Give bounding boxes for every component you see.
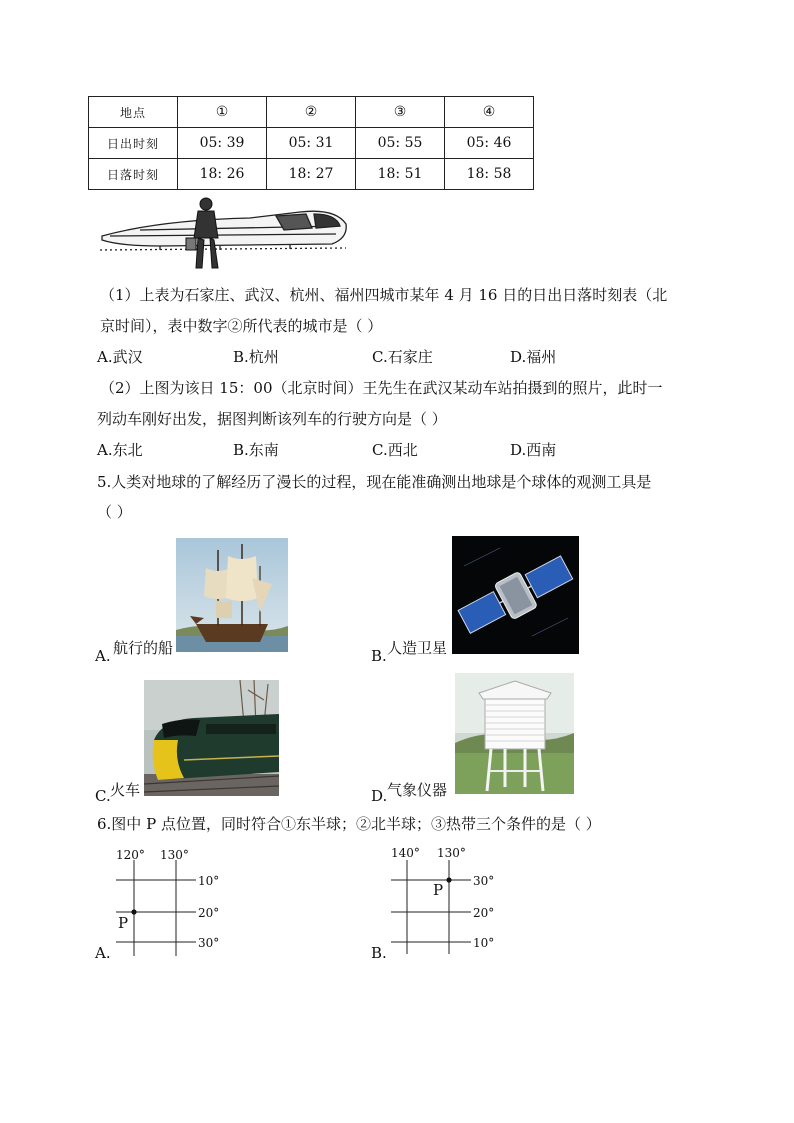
train-station-sketch xyxy=(100,194,350,272)
q1-line1: （1）上表为石家庄、武汉、杭州、福州四城市某年 4 月 16 日的日出日落时刻表（北 xyxy=(100,286,668,304)
q5-option-b-caption[interactable]: 人造卫星 xyxy=(387,639,448,657)
table-cell: 18: 27 xyxy=(267,159,356,190)
q6-option-b-letter[interactable]: B. xyxy=(371,944,387,962)
q2-option-d[interactable]: D.西南 xyxy=(510,441,557,459)
q1-option-b[interactable]: B.杭州 xyxy=(233,348,279,366)
q5-line1: 5.人类对地球的了解经历了漫长的过程，现在能准确测出地球是个球体的观测工具是 xyxy=(97,473,652,491)
q5-option-b-letter[interactable]: B. xyxy=(371,647,387,665)
q5-option-c-letter[interactable]: C. xyxy=(95,787,111,805)
lat-label-mid: 20° xyxy=(198,906,220,920)
q6-option-a-letter[interactable]: A. xyxy=(95,944,111,962)
q2-option-c[interactable]: C.西北 xyxy=(372,441,418,459)
table-cell: 18: 51 xyxy=(356,159,445,190)
table-header-cell: ① xyxy=(178,97,267,128)
table-cell: 18: 58 xyxy=(445,159,534,190)
lat-label-top: 10° xyxy=(198,874,220,888)
table-header-cell: ② xyxy=(267,97,356,128)
q2-line2: 列动车刚好出发，据图判断该列车的行驶方向是（ ） xyxy=(97,410,447,428)
table-row xyxy=(89,159,534,190)
table-cell: 05: 31 xyxy=(267,128,356,159)
point-p-label: P xyxy=(433,881,444,899)
point-p-label: P xyxy=(118,914,129,932)
table-header-cell: ④ xyxy=(445,97,534,128)
lon-label-right: 130° xyxy=(437,846,466,860)
lon-label-left: 120° xyxy=(116,848,145,862)
lon-label-left: 140° xyxy=(391,846,420,860)
q2-option-b[interactable]: B.东南 xyxy=(233,441,279,459)
table-cell: 05: 46 xyxy=(445,128,534,159)
point-p-marker xyxy=(131,909,136,914)
table-cell: 05: 55 xyxy=(356,128,445,159)
lat-lon-grid-a[interactable] xyxy=(110,846,240,962)
weather-shelter-image[interactable] xyxy=(455,673,574,794)
sailing-ship-image[interactable] xyxy=(176,538,288,652)
table-header-cell: ③ xyxy=(356,97,445,128)
q5-option-d-letter[interactable]: D. xyxy=(371,787,388,805)
lat-label-top: 30° xyxy=(473,874,495,888)
train-image[interactable] xyxy=(144,680,279,796)
q1-option-d[interactable]: D.福州 xyxy=(510,348,557,366)
q5-option-a-caption[interactable]: 航行的船 xyxy=(113,639,174,657)
q5-line2: （ ） xyxy=(97,503,132,521)
q2-line1: （2）上图为该日 15：00（北京时间）王先生在武汉某动车站拍摄到的照片，此时一 xyxy=(100,379,663,397)
row-label: 日落时刻 xyxy=(89,159,178,190)
table-cell: 18: 26 xyxy=(178,159,267,190)
table-header-row xyxy=(89,97,534,128)
q1-line2: 京时间），表中数字②所代表的城市是（ ） xyxy=(100,317,383,335)
row-label: 日出时刻 xyxy=(89,128,178,159)
satellite-image[interactable] xyxy=(452,536,579,654)
table-row xyxy=(89,128,534,159)
lat-label-bottom: 30° xyxy=(198,936,220,950)
q5-option-d-caption[interactable]: 气象仪器 xyxy=(387,781,448,799)
q1-option-a[interactable]: A.武汉 xyxy=(97,348,143,366)
sunrise-sunset-table xyxy=(88,96,534,190)
lat-label-mid: 20° xyxy=(473,906,495,920)
table-header-cell: 地点 xyxy=(89,97,178,128)
lat-label-bottom: 10° xyxy=(473,936,495,950)
q1-option-c[interactable]: C.石家庄 xyxy=(372,348,433,366)
point-p-marker xyxy=(446,877,451,882)
q6-line1: 6.图中 P 点位置，同时符合①东半球；②北半球；③热带三个条件的是（ ） xyxy=(97,815,601,833)
q5-option-c-caption[interactable]: 火车 xyxy=(110,781,141,799)
lat-lon-grid-b[interactable] xyxy=(385,840,515,956)
lon-label-right: 130° xyxy=(160,848,189,862)
q2-option-a[interactable]: A.东北 xyxy=(97,441,143,459)
table-cell: 05: 39 xyxy=(178,128,267,159)
q5-option-a-letter[interactable]: A. xyxy=(95,647,111,665)
